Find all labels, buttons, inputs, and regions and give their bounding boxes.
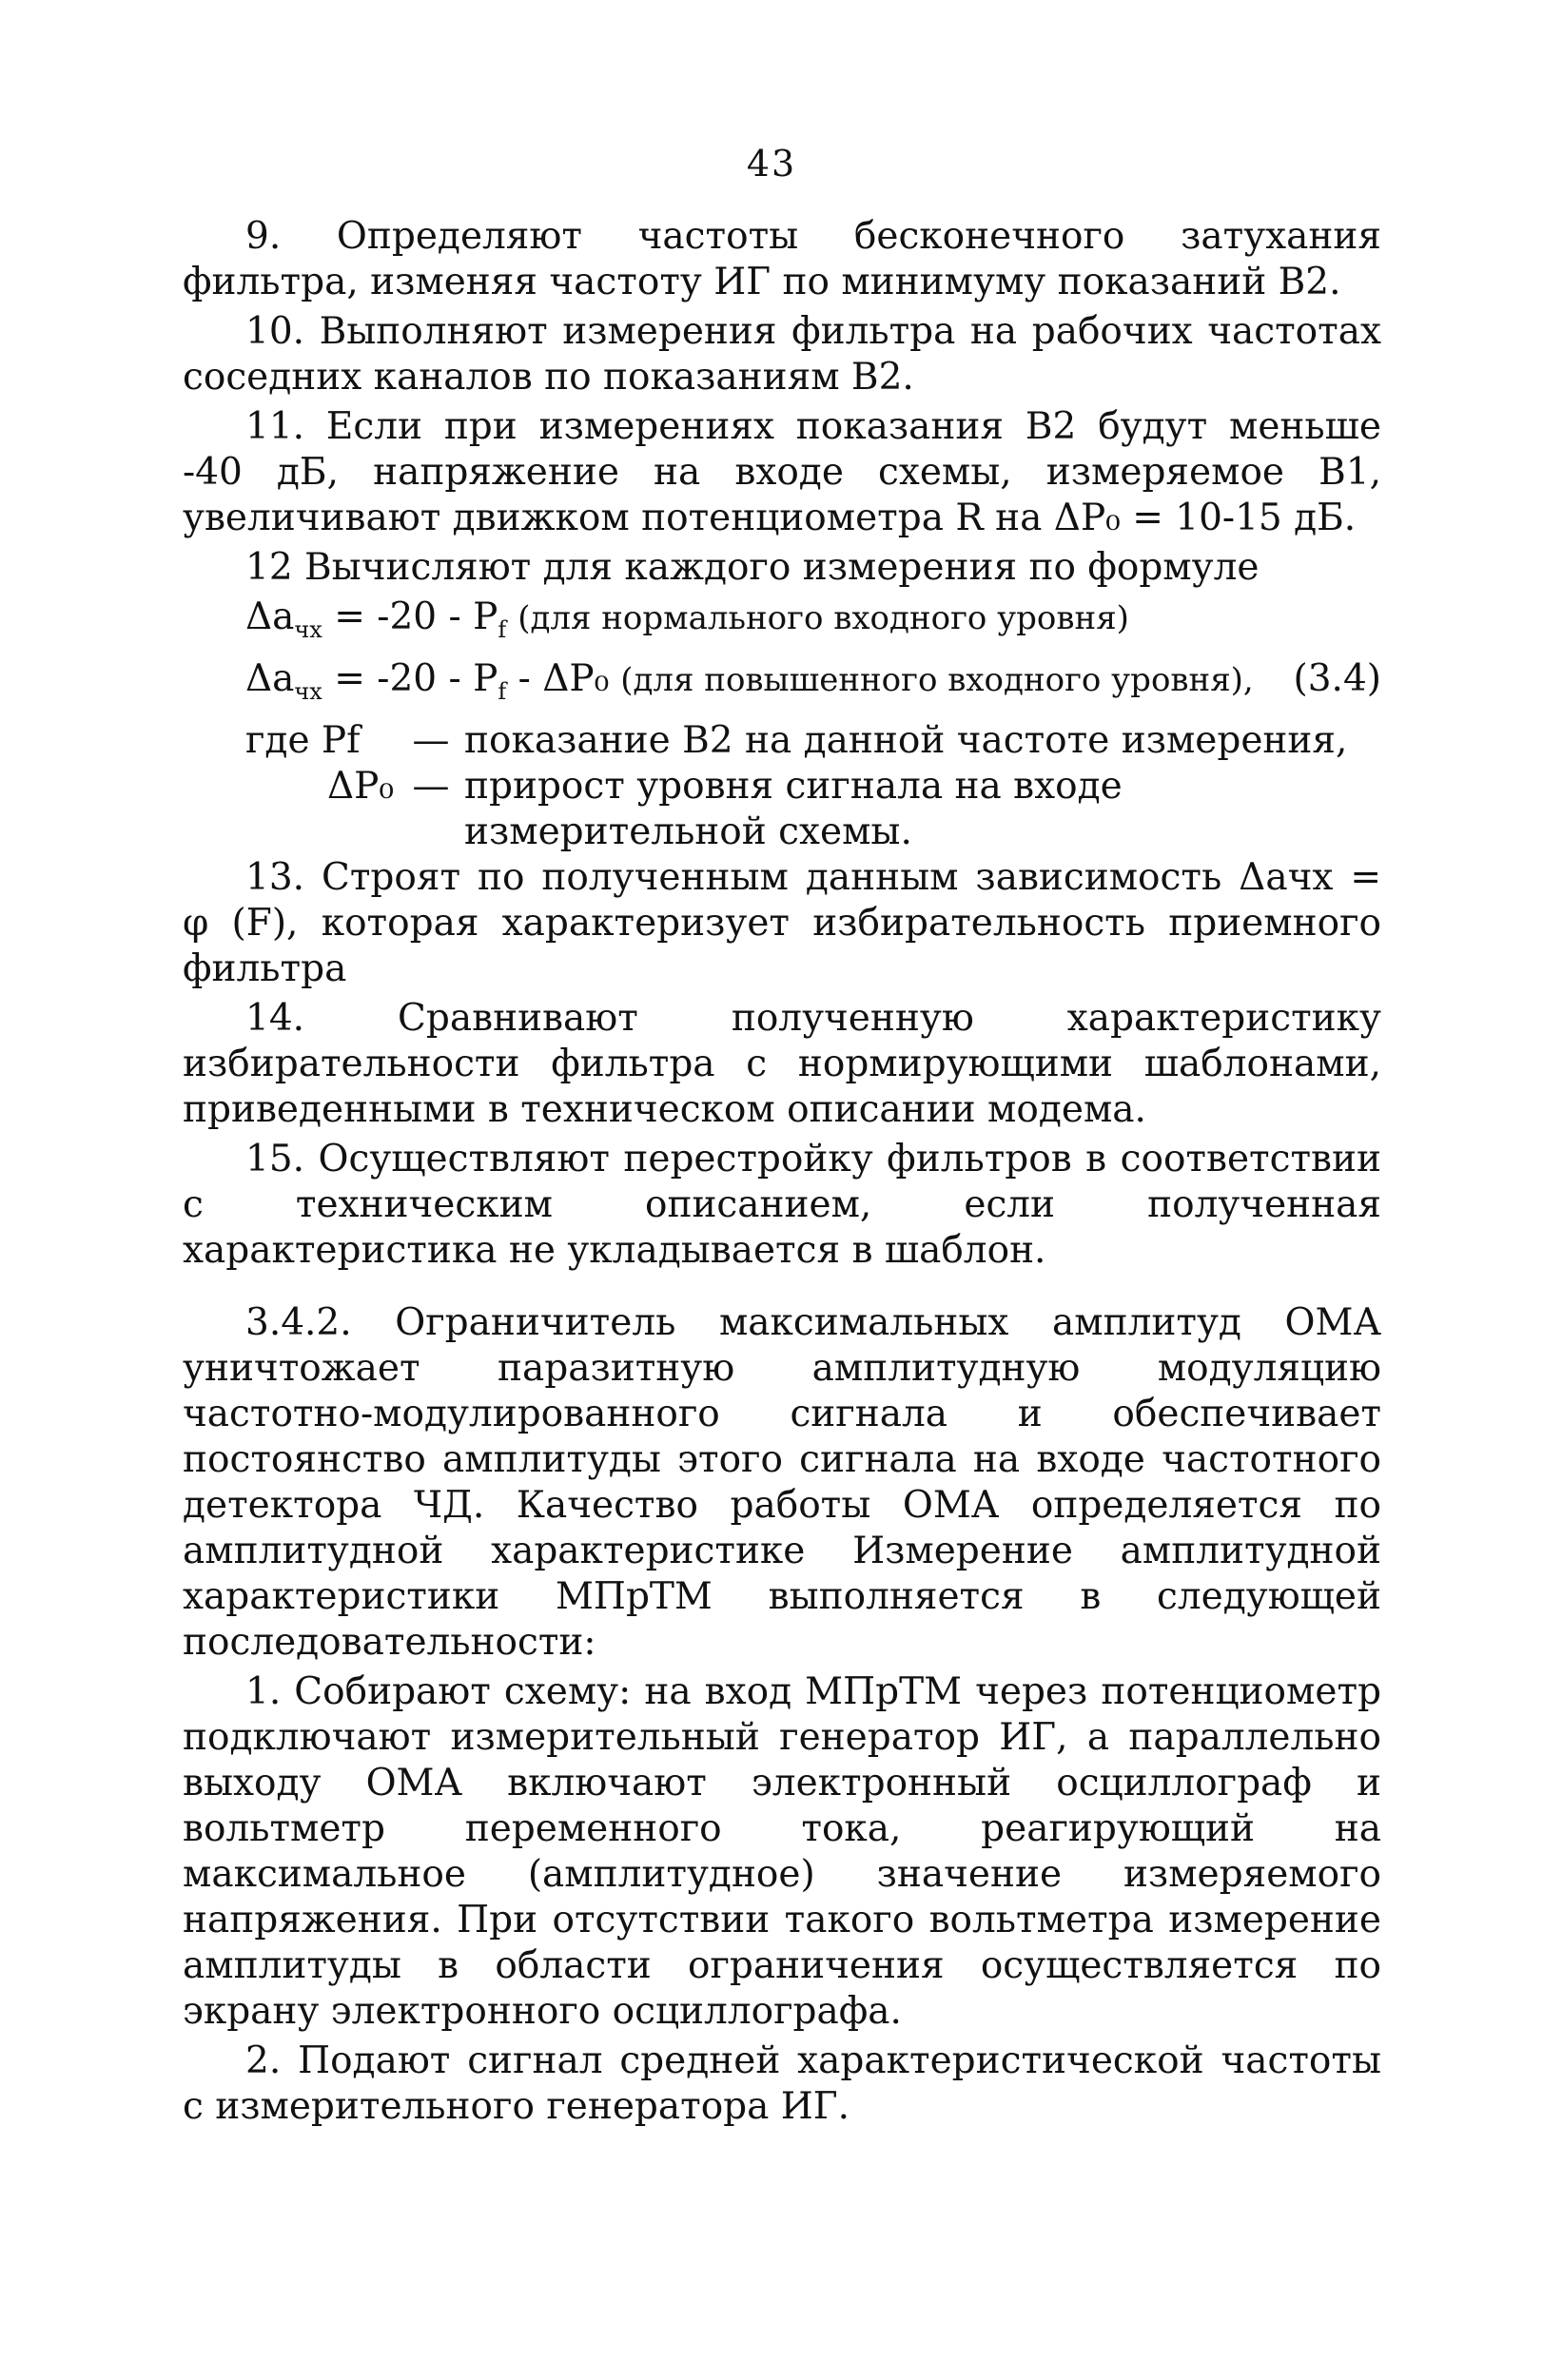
formula-increased xyxy=(245,656,1381,714)
definition-symbol: ΔP₀ xyxy=(327,764,395,808)
section-3-4-2: 3.4.2. Ограничитель максимальных амплитуд ОМА уничтожает паразитную амплитудную модуляцию частотно-модулированного сигнала и обеспечивает постоянство амплитуды этого сигнала на входе частотного детектора ЧД. Качество работы ОМА определяется по амплитудной характеристике Измерение амплитудной характеристики МПрТМ выполняется в следующей последовательности: xyxy=(183,1300,1381,1664)
step-13: 13. Строят по полученным данным зависимость Δaчх = φ (F), которая характеризует избирательность приемного фильтра xyxy=(183,855,1381,990)
step-12: 12 Вычисляют для каждого измерения по формуле xyxy=(245,546,1260,589)
formula-comment: (для повышенного входного уровня), xyxy=(620,660,1254,699)
definition-symbol: где Pf xyxy=(245,718,361,762)
body-text xyxy=(183,214,1381,2130)
step-14: 14. Сравнивают полученную характеристику избирательности фильтра с нормирующими шаблонами, приведенными в техническом описании модема. xyxy=(183,996,1381,1131)
formula-normal xyxy=(245,595,1381,653)
definition-row xyxy=(245,718,1381,764)
definition-dash: — xyxy=(412,718,450,762)
formula-lhs: $\Delta a_{чх} = -20 - P_f$ xyxy=(245,595,507,643)
variable-definitions xyxy=(245,718,1381,855)
equation-number: (3.4) xyxy=(1293,656,1381,700)
formula-comment: (для нормального входного уровня) xyxy=(518,599,1129,637)
procedure-step-2: 2. Подают сигнал средней характеристической частоты с измерительного генератора ИГ. xyxy=(183,2039,1381,2128)
step-15: 15. Осуществляют перестройку фильтров в соответствии с техническим описанием, если полученная характеристика не укладывается в шаблон. xyxy=(183,1137,1381,1272)
step-9: 9. Определяют частоты бесконечного затухания фильтра, изменяя частоту ИГ по минимуму показаний В2. xyxy=(183,215,1381,303)
step-10: 10. Выполняют измерения фильтра на рабочих частотах соседних каналов по показаниям В2. xyxy=(183,310,1381,399)
procedure-step-1: 1. Собирают схему: на вход МПрТМ через потенциометр подключают измерительный генератор ИГ, а параллельно выходу ОМА включают электронный осциллограф и вольтметр переменного тока, реагирующий на максимальное (амплитудное) значение измеряемого напряжения. При отсутствии такого вольтметра измерение амплитуды в области ограничения осуществляется по экрану электронного осциллографа. xyxy=(183,1669,1381,2033)
definition-text: прирост уровня сигнала на входе измерительной схемы. xyxy=(464,764,1123,853)
section-gap xyxy=(183,1274,1381,1300)
formula-lhs: $\Delta a_{чх} = -20 - P_f - \Delta P_0$ xyxy=(245,656,610,705)
page-number: 43 xyxy=(746,143,797,185)
definition-dash: — xyxy=(412,764,450,808)
definition-row xyxy=(245,764,1381,855)
step-11: 11. Если при измерениях показания В2 будут меньше -40 дБ, напряжение на входе схемы, измеряемое В1, увеличивают движком потенциометра R на ΔP₀ = 10-15 дБ. xyxy=(183,405,1381,539)
definition-text: показание В2 на данной частоте измерения, xyxy=(464,718,1348,762)
